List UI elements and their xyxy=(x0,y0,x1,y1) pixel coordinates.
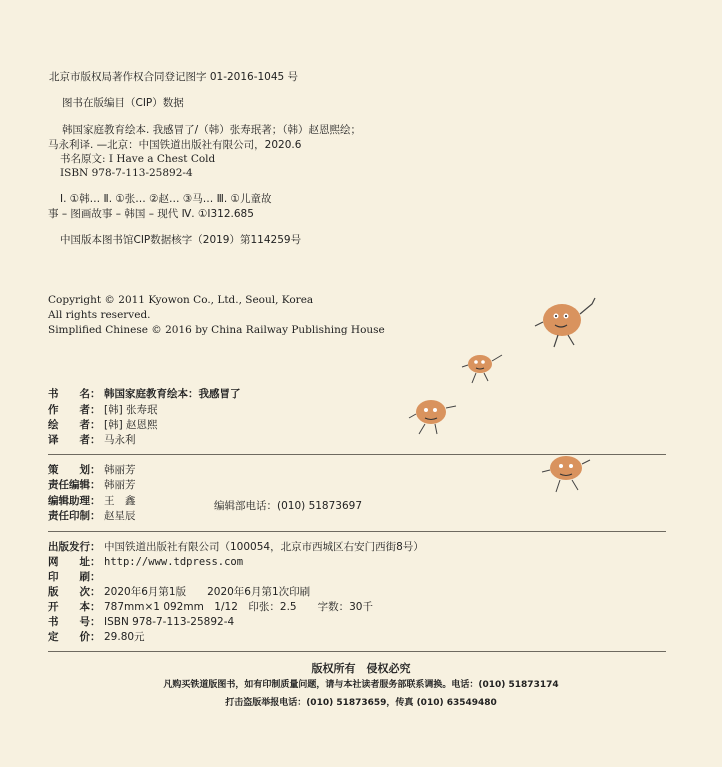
divider-3 xyxy=(48,651,666,652)
bean-character-icon xyxy=(458,347,508,387)
credit-author-value: [韩] 张寿珉 xyxy=(104,404,158,416)
editor-phone: 编辑部电话：(010) 51873697 xyxy=(214,500,363,512)
pub-isbn-label: 书 号： xyxy=(48,616,101,628)
editor-printing-label: 责任印制： xyxy=(48,510,101,522)
copyright-line-2: All rights reserved. xyxy=(48,309,151,321)
cip-line-5: Ⅰ. ①韩… Ⅱ. ①张… ②赵… ③马… Ⅲ. ①儿童故 xyxy=(60,193,272,205)
editor-responsible-value: 韩丽芳 xyxy=(104,479,136,491)
credit-author-label: 作 者： xyxy=(48,404,101,416)
bean-character-icon xyxy=(530,292,602,350)
credit-translator xyxy=(48,434,136,447)
credit-title-label: 书 名： xyxy=(48,388,101,400)
pub-edition-value: 2020年6月第1版 2020年6月第1次印刷 xyxy=(104,586,311,598)
credit-illustrator xyxy=(48,419,158,432)
credit-illustrator-value: [韩] 赵恩熙 xyxy=(104,419,158,431)
editor-assistant-label: 编辑助理： xyxy=(48,495,101,507)
credit-translator-label: 译 者： xyxy=(48,434,101,446)
footer-rights: 版权所有 侵权必究 xyxy=(311,662,411,675)
pub-publisher-label: 出版发行： xyxy=(48,541,101,553)
divider-2 xyxy=(48,531,666,532)
bean-character-icon xyxy=(538,450,594,496)
pub-price xyxy=(48,631,145,644)
cip-line-3: 书名原文: I Have a Chest Cold xyxy=(60,153,216,165)
pub-isbn-value: ISBN 978-7-113-25892-4 xyxy=(104,616,235,628)
pub-printer xyxy=(48,571,104,584)
pub-price-label: 定 价： xyxy=(48,631,101,643)
editor-planning-label: 策 划： xyxy=(48,464,101,476)
pub-publisher xyxy=(48,541,424,554)
bean-character-icon xyxy=(405,392,461,438)
pub-publisher-value: 中国铁道出版社有限公司（100054，北京市西城区右安门西街8号） xyxy=(104,541,424,553)
footer-notice: 凡购买铁道版图书，如有印制质量问题，请与本社读者服务部联系调换。电话：(010) 51873174 xyxy=(163,680,559,690)
pub-edition-label: 版 次： xyxy=(48,586,101,598)
pub-format-label: 开 本： xyxy=(48,601,101,613)
editor-printing-value: 赵星辰 xyxy=(104,510,136,522)
copyright-line-3: Simplified Chinese © 2016 by China Railway Publishing House xyxy=(48,324,385,336)
cip-line-1: 韩国家庭教育绘本. 我感冒了/（韩）张寿珉著；（韩）赵恩熙绘； xyxy=(62,124,361,136)
cip-line-2: 马永利译. —北京：中国铁道出版社有限公司，2020.6 xyxy=(48,139,302,151)
cip-heading: 图书在版编目（CIP）数据 xyxy=(62,97,184,109)
editor-responsible-label: 责任编辑： xyxy=(48,479,101,491)
copyright-registration: 北京市版权局著作权合同登记图字 01-2016-1045 号 xyxy=(49,71,299,83)
editor-assistant-value: 王 鑫 xyxy=(104,495,136,507)
copyright-line-1: Copyright © 2011 Kyowon Co., Ltd., Seoul, Korea xyxy=(48,294,314,306)
editor-assistant xyxy=(48,495,136,508)
editor-planning xyxy=(48,464,136,477)
cip-line-4: ISBN 978-7-113-25892-4 xyxy=(60,167,193,179)
pub-format-value: 787mm×1 092mm 1/12 印张：2.5 字数：30千 xyxy=(104,601,373,613)
editor-responsible xyxy=(48,479,136,492)
editor-planning-value: 韩丽芳 xyxy=(104,464,136,476)
pub-printer-label: 印 刷： xyxy=(48,571,101,583)
pub-format xyxy=(48,601,373,614)
cip-line-6: 事 – 图画故事 – 韩国 – 现代 Ⅳ. ①I312.685 xyxy=(48,208,254,220)
credit-title-value: 韩国家庭教育绘本：我感冒了 xyxy=(104,388,241,400)
editor-printing xyxy=(48,510,136,523)
cip-line-7: 中国版本图书馆CIP数据核字（2019）第114259号 xyxy=(60,234,302,246)
footer-piracy: 打击盗版举报电话：(010) 51873659，传真 (010) 63549480 xyxy=(225,698,497,708)
pub-isbn xyxy=(48,616,234,629)
pub-website-value: http://www.tdpress.com xyxy=(104,556,244,568)
credit-author xyxy=(48,404,158,417)
pub-website xyxy=(48,556,243,569)
credit-illustrator-label: 绘 者： xyxy=(48,419,101,431)
pub-price-value: 29.80元 xyxy=(104,631,145,643)
pub-website-label: 网 址： xyxy=(48,556,101,568)
credit-translator-value: 马永利 xyxy=(104,434,136,446)
pub-edition xyxy=(48,586,310,599)
credit-title xyxy=(48,388,241,401)
